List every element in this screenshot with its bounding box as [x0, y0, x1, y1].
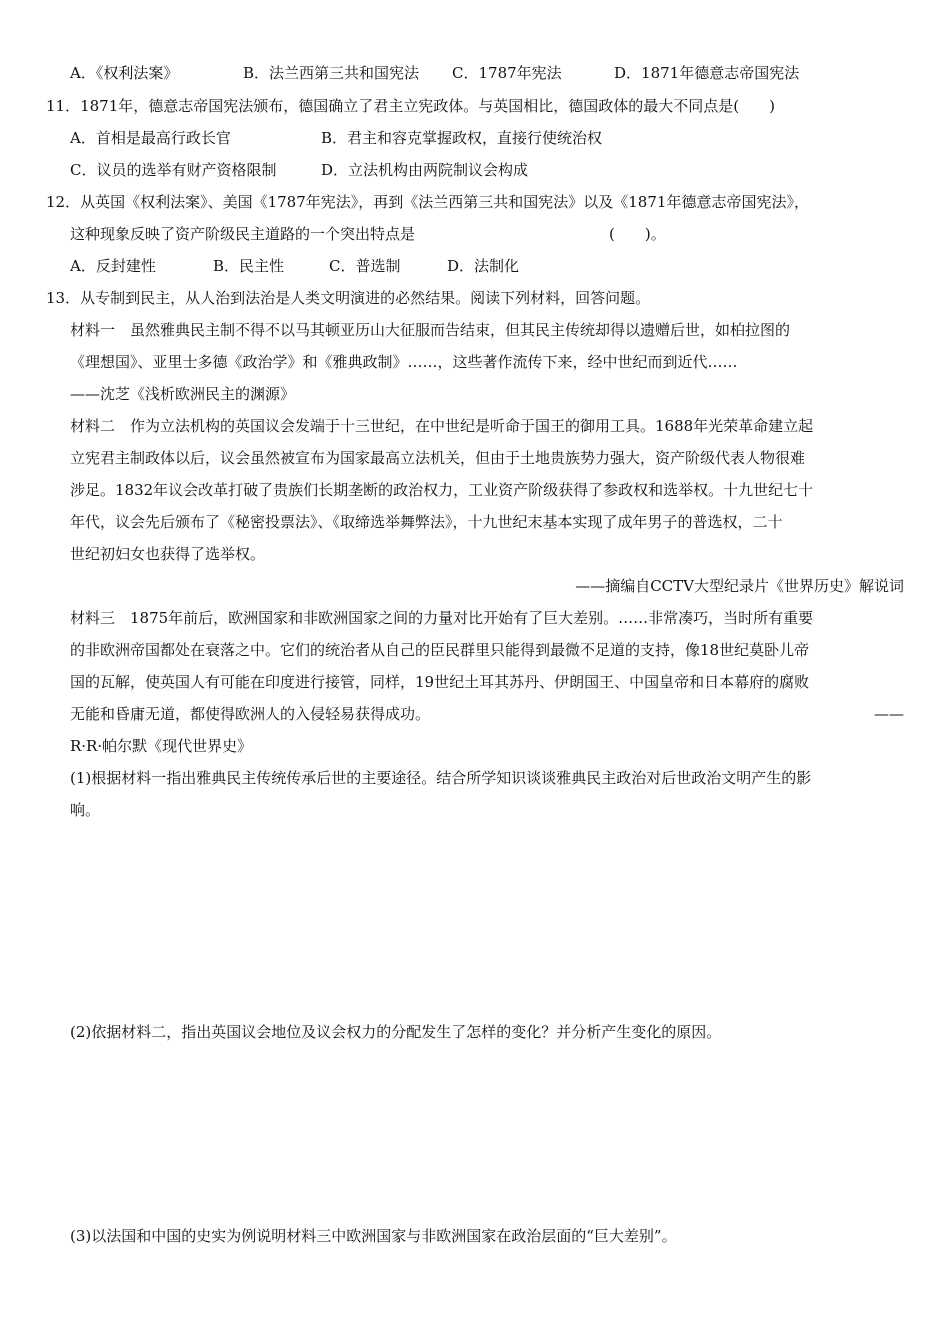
material-1-line1: 材料一 虽然雅典民主制不得不以马其顿亚历山大征服而告结束，但其民主传统却得以遗赠后世，如柏拉图的 [70, 321, 791, 339]
q11-option-b: B．君主和容克掌握政权，直接行使统治权 [321, 129, 603, 147]
q12-stem-line1: 12．从英国《权利法案》、美国《1787年宪法》，再到《法兰西第三共和国宪法》以及《1871年德意志帝国宪法》， [46, 193, 809, 211]
material-3-line4: 无能和昏庸无道，都使得欧洲人的入侵轻易获得成功。 [70, 705, 431, 723]
q12-option-c: C．普选制 [329, 257, 401, 275]
q10-option-d: D．1871年德意志帝国宪法 [614, 64, 800, 82]
q11-option-a: A．首相是最高行政长官 [70, 129, 231, 147]
q11-option-d: D．立法机构由两院制议会构成 [321, 161, 529, 179]
q12-option-d: D．法制化 [447, 257, 520, 275]
material-2-line3: 涉足。1832年议会改革打破了贵族们长期垄断的政治权力，工业资产阶级获得了参政权和选举权。十九世纪七十 [70, 481, 814, 499]
material-2-line4: 年代，议会先后颁布了《秘密投票法》、《取缔选举舞弊法》，十九世纪末基本实现了成年男子的普选权，二十 [70, 513, 783, 531]
sub-question-3: (3)以法国和中国的史实为例说明材料三中欧洲国家与非欧洲国家在政治层面的“巨大差别”。 [70, 1227, 677, 1245]
sub-question-2: (2)依据材料二，指出英国议会地位及议会权力的分配发生了怎样的变化？并分析产生变化的原因。 [70, 1023, 722, 1041]
q10-option-a: A．《权利法案》 [70, 64, 179, 82]
q11-stem: 11．1871年，德意志帝国宪法颁布，德国确立了君主立宪政体。与英国相比，德国政体的最大不同点是( ) [46, 97, 775, 115]
material-3-source: R·R·帕尔默《现代世界史》 [70, 737, 253, 755]
q13-stem: 13．从专制到民主，从人治到法治是人类文明演进的必然结果。阅读下列材料，回答问题。 [46, 289, 651, 307]
q12-option-b: B．民主性 [213, 257, 285, 275]
q12-stem-line2: 这种现象反映了资产阶级民主道路的一个突出特点是 [70, 225, 416, 243]
material-2-source: ——摘编自CCTV大型纪录片《世界历史》解说词 [575, 577, 904, 595]
material-3-dash: —— [874, 705, 904, 723]
sub-question-1-line1: (1)根据材料一指出雅典民主传统传承后世的主要途径。结合所学知识谈谈雅典民主政治对后世政治文明产生的影 [70, 769, 812, 787]
q10-option-c: C．1787年宪法 [452, 64, 562, 82]
material-1-source: ——沈芝《浅析欧洲民主的渊源》 [70, 385, 296, 403]
q10-option-b: B．法兰西第三共和国宪法 [243, 64, 420, 82]
material-1-line2: 《理想国》、亚里士多德《政治学》和《雅典政制》……，这些著作流传下来，经中世纪而到近代…… [70, 353, 738, 371]
material-2-line1: 材料二 作为立法机构的英国议会发端于十三世纪，在中世纪是听命于国王的御用工具。1688年光荣革命建立起 [70, 417, 814, 435]
material-2-line2: 立宪君主制政体以后，议会虽然被宣布为国家最高立法机关，但由于土地贵族势力强大，资产阶级代表人物很难 [70, 449, 806, 467]
material-2-line5: 世纪初妇女也获得了选举权。 [70, 545, 266, 563]
material-3-line3: 国的瓦解，使英国人有可能在印度进行接管，同样，19世纪土耳其苏丹、伊朗国王、中国皇帝和日本幕府的腐败 [70, 673, 810, 691]
q11-option-c: C．议员的选举有财产资格限制 [70, 161, 277, 179]
sub-question-1-line2: 响。 [70, 801, 101, 819]
material-3-line2: 的非欧洲帝国都处在衰落之中。它们的统治者从自己的臣民群里只能得到最微不足道的支持，像18世纪莫卧儿帝 [70, 641, 810, 659]
q12-answer-blank: ( )。 [609, 225, 666, 243]
q12-option-a: A．反封建性 [70, 257, 156, 275]
material-3-line1: 材料三 1875年前后，欧洲国家和非欧洲国家之间的力量对比开始有了巨大差别。……非常凑巧，当时所有重要 [70, 609, 814, 627]
